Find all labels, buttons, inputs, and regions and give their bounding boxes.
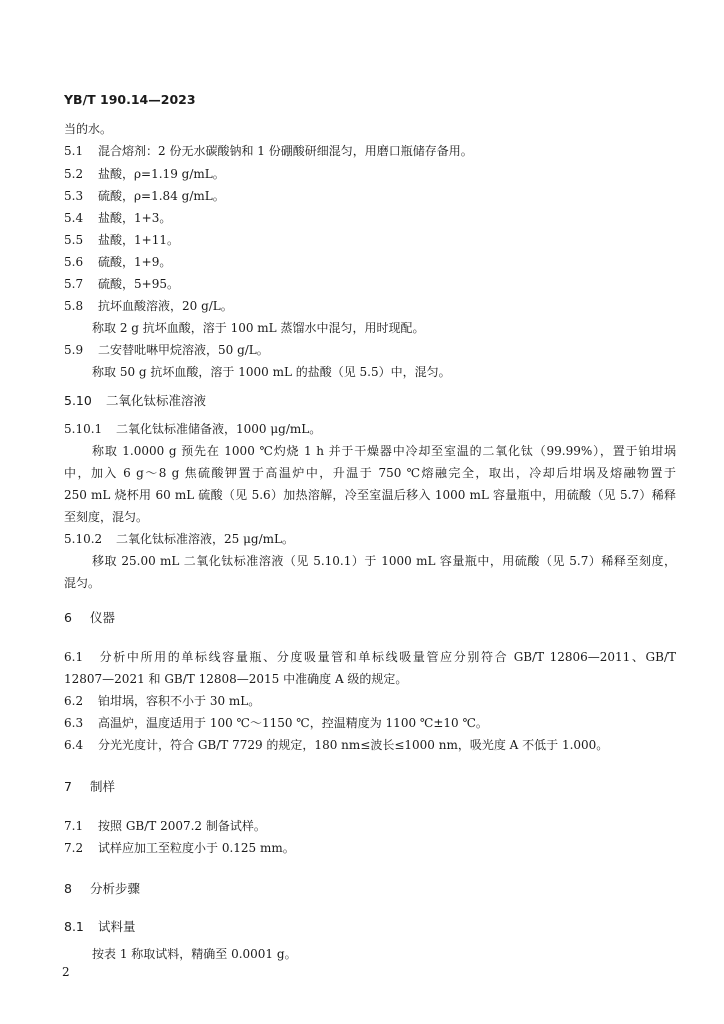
clause-text: 高温炉，温度适用于 100 ℃～1150 ℃，控温精度为 1100 ℃±10 ℃。 (98, 716, 488, 730)
paragraph-line: 至刻度，混匀。 (64, 510, 149, 524)
standard-code-header: YB/T 190.14—2023 (64, 92, 196, 107)
clause-number: 5.7 (64, 277, 84, 291)
section-number: 7 (64, 779, 72, 794)
clause-text: 盐酸，1+11。 (98, 233, 179, 247)
clause-text: 硫酸，ρ=1.84 g/mL。 (98, 189, 225, 203)
clause-number: 7.1 (64, 819, 84, 833)
clause-text: 硫酸，5+95。 (98, 277, 179, 291)
section-number: 8 (64, 881, 72, 896)
clause-number: 5.2 (64, 167, 84, 181)
paragraph-line: 中，加入 6 g～8 g 焦硫酸钾置于高温炉中，升温于 750 ℃熔融完全，取出，冷却后坩埚及熔融物置于 (64, 466, 676, 480)
paragraph-line: 混匀。 (64, 576, 101, 590)
clause-text: 盐酸，1+3。 (98, 211, 172, 225)
reagent-5-2 (64, 166, 225, 182)
clause-number: 5.3 (64, 189, 84, 203)
section-title: 试料量 (98, 919, 136, 934)
reagent-5-5 (64, 232, 179, 248)
clause-6-3 (64, 715, 488, 731)
section-number: 5.10 (64, 393, 92, 408)
clause-6-2 (64, 693, 260, 709)
reagent-5-9 (64, 342, 269, 358)
clause-7-2 (64, 840, 295, 856)
clause-number: 5.10.1 (64, 422, 103, 436)
clause-text: 按照 GB/T 2007.2 制备试样。 (98, 819, 266, 833)
clause-number: 6.1 (64, 650, 84, 664)
paragraph-line: 250 mL 烧杯用 60 mL 硫酸（见 5.6）加热溶解，冷至室温后移入 1000 mL 容量瓶中，用硫酸（见 5.7）稀释 (64, 488, 676, 502)
clause-text: 硫酸，1+9。 (98, 255, 172, 269)
clause-6-1-continued: 12807—2021 和 GB/T 12808—2015 中准确度 A 级的规定。 (64, 672, 408, 686)
paragraph-8-1: 按表 1 称取试料，精确至 0.0001 g。 (92, 947, 297, 961)
clause-number: 5.10.2 (64, 532, 103, 546)
section-title: 分析步骤 (90, 881, 141, 896)
clause-number: 5.1 (64, 144, 84, 158)
clause-number: 5.4 (64, 211, 84, 225)
clause-number: 6.2 (64, 694, 84, 708)
clause-number: 5.8 (64, 299, 84, 313)
clause-6-1 (64, 649, 676, 665)
section-title: 制样 (90, 779, 116, 794)
clause-text: 二氧化钛标准储备液，1000 μg/mL。 (116, 422, 322, 436)
reagent-5-4 (64, 210, 171, 226)
paragraph-line: 称取 1.0000 g 预先在 1000 ℃灼烧 1 h 并于干燥器中冷却至室温的二氧化钛（99.99%），置于铂坩埚 (92, 444, 676, 458)
clause-6-4 (64, 737, 608, 753)
clause-text: 二安替吡啉甲烷溶液，50 g/L。 (98, 343, 269, 357)
reagent-5-6 (64, 254, 171, 270)
page-number: 2 (62, 965, 70, 979)
clause-number: 5.5 (64, 233, 84, 247)
paragraph-line: 移取 25.00 mL 二氧化钛标准溶液（见 5.10.1）于 1000 mL 容量瓶中，用硫酸（见 5.7）稀释至刻度， (92, 554, 676, 568)
section-title: 二氧化钛标准溶液 (106, 393, 207, 408)
section-title: 仪器 (90, 610, 116, 625)
section-heading-6 (64, 610, 115, 626)
clause-text: 试样应加工至粒度小于 0.125 mm。 (98, 841, 295, 855)
clause-text: 分光光度计，符合 GB/T 7729 的规定，180 nm≤波长≤1000 nm，吸光度 A 不低于 1.000。 (98, 738, 609, 752)
section-heading-8-1 (64, 919, 136, 935)
clause-5-10-2 (64, 531, 294, 547)
clause-number: 6.4 (64, 738, 84, 752)
reagent-5-8 (64, 298, 233, 314)
clause-text: 铂坩埚，容积不小于 30 mL。 (98, 694, 261, 708)
clause-number: 6.3 (64, 716, 84, 730)
clause-text: 盐酸，ρ=1.19 g/mL。 (98, 167, 225, 181)
clause-text: 分析中所用的单标线容量瓶、分度吸量管和单标线吸量管应分别符合 GB/T 12806—2011、GB/T (98, 650, 676, 664)
clause-5-10-1 (64, 421, 321, 437)
clause-number: 5.6 (64, 255, 84, 269)
continued-text: 当的水。 (64, 122, 113, 136)
section-heading-8 (64, 881, 140, 897)
clause-number: 7.2 (64, 841, 84, 855)
reagent-5-7 (64, 276, 179, 292)
clause-number: 5.9 (64, 343, 84, 357)
reagent-5-9-note: 称取 50 g 抗坏血酸，溶于 1000 mL 的盐酸（见 5.5）中，混匀。 (92, 365, 451, 379)
clause-text: 抗坏血酸溶液，20 g/L。 (98, 299, 233, 313)
section-heading-5-10 (64, 393, 206, 409)
reagent-5-1 (64, 143, 473, 159)
reagent-5-8-note: 称取 2 g 抗坏血酸，溶于 100 mL 蒸馏水中混匀，用时现配。 (92, 321, 425, 335)
section-heading-7 (64, 779, 115, 795)
clause-text: 二氧化钛标准溶液，25 μg/mL。 (116, 532, 294, 546)
clause-text: 混合熔剂：2 份无水碳酸钠和 1 份硼酸研细混匀，用磨口瓶储存备用。 (98, 144, 473, 158)
reagent-5-3 (64, 188, 225, 204)
clause-7-1 (64, 818, 266, 834)
section-number: 6 (64, 610, 72, 625)
section-number: 8.1 (64, 919, 84, 934)
